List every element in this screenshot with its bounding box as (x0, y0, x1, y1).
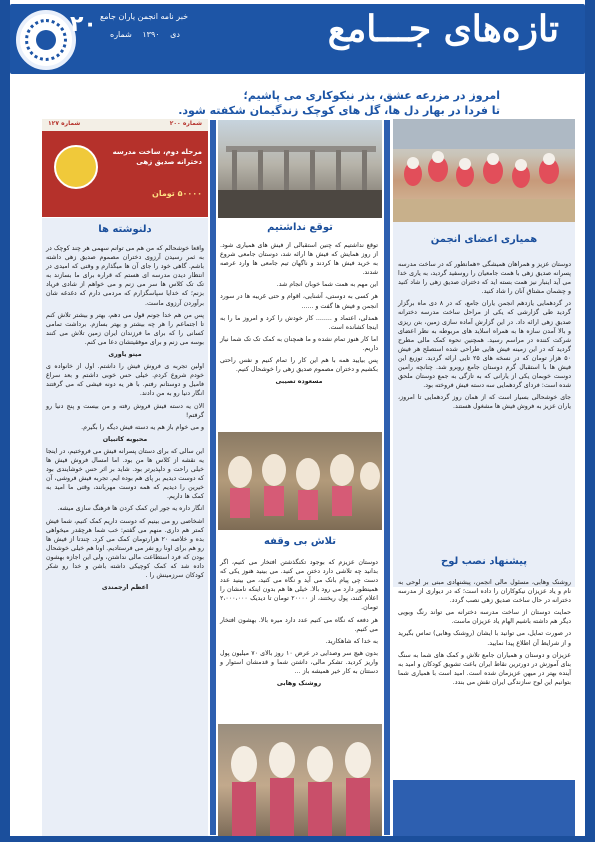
article-nonstop-effort (220, 558, 378, 691)
article-did-not-expect (220, 241, 378, 389)
poster-caption: مرحله دوم، ساخت مدرسه دخترانه صدیق زهی (112, 148, 202, 166)
logo-center (36, 30, 56, 50)
girls-group-illustration (218, 724, 382, 836)
author-signature: مسعوده تصیبی (275, 378, 323, 386)
left-border (0, 0, 10, 842)
masthead (10, 4, 585, 74)
heading-plaque-proposal: پیشنهاد نصب لوح (441, 556, 527, 567)
girls-group-photo (218, 724, 382, 836)
paragraph: همدلی، اعتماد و ........ کار خودش را کرد و امروز ما را به اینجا کشانده است. (220, 314, 378, 331)
paragraph: در گردهمایی یازدهم انجمن یاران جامع، که در ۸ دی ماه برگزار گردید طی گزارشی که یکی از مراحل ساخت مدرسه دخترانه صدیق زهی ارائه داد. در این گزارش آماده سازی زمین، بتن ریزی و بالا آمدن سازه ها به همراه اسلاید های مربوطه به نظر اعضای شرکت کننده در مراسم رسید. همچنین نحوه کمک مالی مطرح گردید که در این زمینه فیش هایی طراحی شده استصلح هر فیش ۵۰ هزار تومان که در نسخه های ۲۵ تایی ارائه گردید. توزیع این فیش ها با استقبال گرم دوستان جامع روبرو شد. چنانچه رامین دوست خوبمان یکی از یارانی که به تازگی به جمع دوستان ملحق شده است: فردای گردهمایی سه دسته فیش فروخته بود. (398, 300, 571, 390)
author-signature: مینو یاوری (108, 351, 142, 359)
association-logo (16, 10, 76, 70)
paragraph: این سالی که برای دستان پسرانه فیش می فروختیم، در اینجا یه نقشه از کلاس ها من بود. اما امسال فروش فیش ها خیلی راحت و دلپذیرتر بود. شاید بر اثر حس خوشایندی بود که دوست دیدیم بر پای هم بوده ایم. تجربه فیش فروشی، آن خیرین را دیدیم که همه دوست مهربانند، وقتی ما امید به کمک ها داریم. (46, 447, 204, 501)
paragraph: الان یه دسته فیش فروش رفته و من بیست و پنج دنیا رو گرفتم! (46, 402, 204, 419)
paragraph: هر کسی به دوستی، آشنایی، اقوام و حتی غریبه ها در سورد انجمن و فیش ها گفت و ...... (220, 293, 378, 310)
article-members-cooperation (398, 260, 571, 415)
paragraph: بدون هیچ سر وصدایی در عرض ۱۰ روز بالای ۷۰ میلیون پول واریز کردید. تشکر مالی، داشتن شما و قدمشان استوار و دستتان به کار خیر همیشه باز ... (220, 649, 378, 676)
heading-nonstop-effort: تلاش بی وقفه (263, 536, 336, 547)
paragraph: در صورت تمایل، می توانید با ایشان (روشنک وهابی) تماس بگیرید و از شرایط آن اطلاع پیدا نمایید. (398, 630, 571, 647)
paragraph: اما کار هنوز تمام نشده و ما همچنان به کمک تک تک شما نیاز داریم. (220, 335, 378, 352)
column-divider-right (384, 120, 390, 835)
slogan (120, 88, 500, 118)
construction-illustration (218, 120, 382, 218)
paragraph: هر دفعه که نگاه می کنیم عدد دارد میره بالا. بهشون افتخار می کنیم. (220, 616, 378, 633)
paragraph: واقعا خوشحالم که من هم می توانم سهمی هر چند کوچک در به ثمر رسیدن آرزوی دختران مصموم صدیق زهی داشته باشم. گاهی خود را جای آن ها میگذارم و وقتی که امیدی در انتظار دیدن مدرسه ای هستم که قراره برای ما بسازند به تک تک کلاس ها سر می زنم و می خواهم از شادی فریاد بزنم؛ که خدایا سپاسگزارم که مردمی دارم که دغدغه شان برآوردن آرزوی ماست. (46, 245, 204, 307)
poster-amount: ۵۰۰۰۰ تومان (151, 189, 202, 198)
issue-number-badge: ۲۰ (70, 12, 97, 37)
heading-members-cooperation: همیاری اعضای انجمن (430, 234, 538, 245)
publication-name: خبر نامه انجمن یاران جامع (100, 12, 189, 21)
schoolgirls-illustration (393, 119, 575, 222)
children-illustration (218, 432, 382, 530)
schoolgirls-photo (393, 119, 575, 222)
paragraph: اولین تجربه ی فروش فیش را داشتم. اول از خانواده ی خودم شروع کردم. خیلی حس خوبی داشتم و بعد سراغ فامیل و دوستانم رفتم. با هر یه دونه فیشی که می گرفتند انگار دنیا رو به من دادند. (46, 363, 204, 398)
construction-site-photo (218, 120, 382, 218)
paragraph: و می خوام باز هم یه دسته فیش دیگه را بگیرم. (81, 423, 204, 431)
paragraph: این مهم به همت شما خوبان انجام شد. (276, 281, 378, 289)
left-margin (10, 120, 40, 836)
bottom-border (0, 836, 595, 842)
paragraph: جای خوشحالی بسیار است که از همان روز گردهمایی تا امروز، یاران عزیز به فروش فیش ها مشغول هستند. (398, 394, 571, 411)
heading-heart-notes: دلنوشته ها (98, 224, 152, 235)
paragraph: انگار داره یه جور این کمک کردن ها فرهنگ سازی میشه. (57, 505, 204, 513)
paragraph: روشنک وهابی، مسئول مالی انجمن، پیشنهادی مبنی بر لوحی به نام و یاد عزیزان نیکوکاران را داده است؛ که در دیواری از مدرسه دخترانه در حال ساخت صدیق زهی نصب گردد. (398, 579, 571, 605)
poster-label-right: شماره ۲۰۰ (169, 120, 202, 127)
poster-emblem (54, 145, 98, 189)
heading-did-not-expect: توقع نداشتیم (267, 222, 333, 233)
paragraph: به خدا که شاهکارید. (325, 637, 378, 645)
column-divider-left (210, 120, 216, 835)
paragraph: عزیزان و دوستان و همیاران جامع تلاش و کمک های شما به سنگ بنای آموزش در دورترین نقاط ایران باعث تشویق کودکان و امید به آینده بهتر در میهن عزیزمان شده است. امید است با همیاری شما بتوانیم این لوح سازندگی ایران نقش می بندد. (398, 651, 571, 686)
author-signature: روشنک وهابی (276, 680, 322, 688)
author-signature: اعظم ارجمندی (101, 584, 149, 592)
paragraph: پس من هم خدا جونم قول می دهم، بهتر و بیشتر تلاش کنم تا اجتماعم را هر چه بیشتر و بهتر بسازم. برداشت تمامی کسانی را که برای ما فرزندان ایران زمین تلاش می کنند بوسه می زنم و برای موفقیتشان دعا می کنم. (46, 311, 204, 346)
paragraph: پس بیایید همه با هم این کار را تمام کنیم و نفس راحتی بکشیم و دختران مصموم صدیق زهی را خوشحال کنیم. (220, 357, 378, 374)
article-plaque-proposal (398, 578, 571, 690)
article-heart-notes (46, 244, 204, 595)
fundraising-poster (42, 119, 208, 217)
paragraph: اشخاصی رو می بینیم که دوست داریم کمک کنیم، شما فیش کمتر هم داری. منهم می گفتم: خب شما هرچقدر میخواهی بده و خلاصه ۲۰ هزارتومان کمک می کرد. چندتا از فیش ها رو هم برای اونا رو نفر می فرستادیم. اونا هم خیلی خوشحال بودن که فرد استطاعت مالی نداشتن، ولی این اجازه بهشون داده شد که کمک کوچیکی داشته باشن و خدا رو شکر کودکان سرزمینش را . (46, 517, 205, 580)
paragraph: حمایت دوستان از ساخت مدرسه دخترانه می تواند رنگ وبویی دیگر هم داشته باشیم الهام یاد عزیزان ماست. (398, 609, 571, 626)
author-signature: محبوبه کاتبیان (102, 435, 148, 443)
paragraph: دوستان عزیزم که بوجود تکنگذشتن افتخار می کنیم، اگر بدانید چه تلاشی دارد دختن می کنید. می بینید هنوز یکی که دست چی پیام بانک می آید و نگاه می کنید، می بینید عدد همینطور دارد می رود بالا. خیلی ها هم بدون اینکه نامشان را اعلام کنند، پول ریختند، از ۲۰۰۰۰ تومان تا دیدیک ۲،۰۰۰،۰۰۰ تومان. (220, 559, 378, 612)
right-column-footer-bar (393, 780, 575, 836)
issue-month: دی (170, 30, 180, 39)
issue-label: شماره (110, 30, 132, 39)
slogan-line-1: امروز در مزرعه عشق، بذر نیکوکاری می پاشیم؛ (243, 89, 500, 102)
newsletter-title: تازه‌های جـــامع (327, 8, 559, 50)
slogan-line-2: تا فردا در بهار دل ها، گل های کوچک زندگیمان شکفته شود. (178, 104, 500, 117)
right-border (585, 0, 595, 842)
issue-year: ۱۳۹۰ (142, 30, 160, 39)
paragraph: توقع نداشتیم که چنین استقبالی از فیش های همیاری شود. از روز همایش که فیش ها ارائه شد، دوستان جامعی شروع به خرید فیش ها کردند و ناگهان تیم جامعی ها وارد عرصه شدند. (220, 242, 378, 277)
poster-label-left: شماره ۱۲۷ (48, 120, 81, 127)
paragraph: دوستان عزیز و همراهان همیشگی «همانطور که در ساخت مدرسه پسرانه صدیق زهی با همت جامعیان را روسفید گردید، به یاری خدا می آید اینبار نیز همت بسته اید که دختران صدیق زهی را شاد کنید و چشمان مشتاق آنان را شاد کنید. (398, 261, 571, 296)
children-classroom-photo (218, 432, 382, 530)
issue-date (106, 30, 184, 39)
